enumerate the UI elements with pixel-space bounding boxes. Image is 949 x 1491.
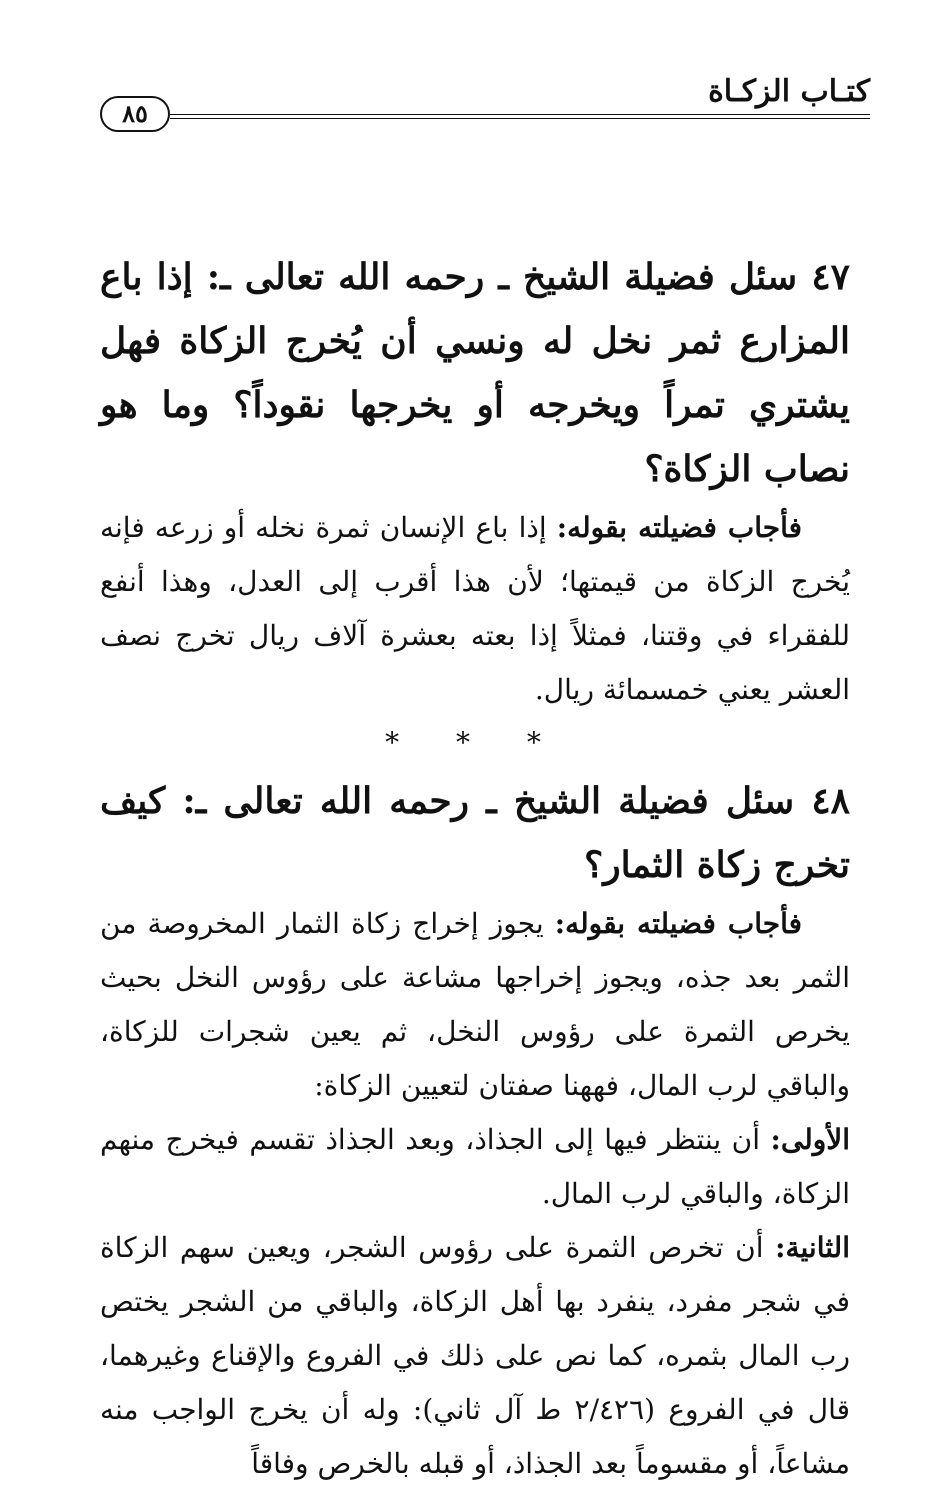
method-first-lead: الأولى:	[770, 1123, 850, 1156]
section-separator: * * *	[385, 726, 565, 759]
question-48: ٤٨ سئل فضيلة الشيخ ـ رحمه الله تعالى ـ: كيف تخرج زكاة الثمار؟	[100, 780, 850, 886]
book-title: كتـاب الزكـاة	[708, 74, 870, 109]
answer-48-text: يجوز إخراج زكاة الثمار المخروصة من الثمر بعد جذه، ويجوز إخراجها مشاعة على رؤوس النخل بحيث يخرص الثمرة على رؤوس النخل، ثم يعين شجرات للزكاة، والباقي لرب المال، فههنا صفتان لتعيين الزكاة:	[100, 907, 850, 1102]
method-second-lead: الثانية:	[775, 1231, 850, 1264]
page-header	[100, 60, 870, 130]
answer-47-text: إذا باع الإنسان ثمرة نخله أو زرعه فإنه يُخرج الزكاة من قيمتها؛ لأن هذا أقرب إلى العدل، وهذا أنفع للفقراء في وقتنا، فمثلاً إذا بعته بعشرة آلاف ريال تخرج نصف العشر يعني خمسمائة ريال.	[100, 511, 851, 706]
page-content	[100, 245, 850, 1491]
header-rule	[170, 114, 870, 119]
method-second-text: أن تخرص الثمرة على رؤوس الشجر، ويعين سهم الزكاة في شجر مفرد، ينفرد بها أهل الزكاة، والباقي من الشجر يختص رب المال بثمره، كما نص على ذلك في الفروع والإقناع وغيرهما، قال في الفروع (٢/٤٢٦ ط آل ثاني): وله أن يخرج الواجب منه مشاعاً، أو مقسوماً بعد الجذاذ، أو قبله بالخرص وفاقاً	[100, 1231, 850, 1480]
answer-47-lead: فأجاب فضيلته بقوله:	[556, 511, 803, 544]
method-second	[100, 1221, 850, 1491]
question-47: ٤٧ سئل فضيلة الشيخ ـ رحمه الله تعالى ـ: إذا باع المزارع ثمر نخل له ونسي أن يُخرج الزكاة فهل يشتري تمراً ويخرجه أو يخرجها نقوداً؟ وما هو نصاب الزكاة؟	[100, 256, 850, 490]
method-first	[100, 1113, 850, 1221]
answer-48	[100, 897, 850, 1113]
answer-48-lead: فأجاب فضيلته بقوله:	[554, 907, 802, 940]
answer-47	[100, 501, 850, 717]
page-number: ٨٥	[100, 96, 170, 132]
method-first-text: أن ينتظر فيها إلى الجذاذ، وبعد الجذاذ تقسم فيخرج منهم الزكاة، والباقي لرب المال.	[100, 1123, 850, 1210]
